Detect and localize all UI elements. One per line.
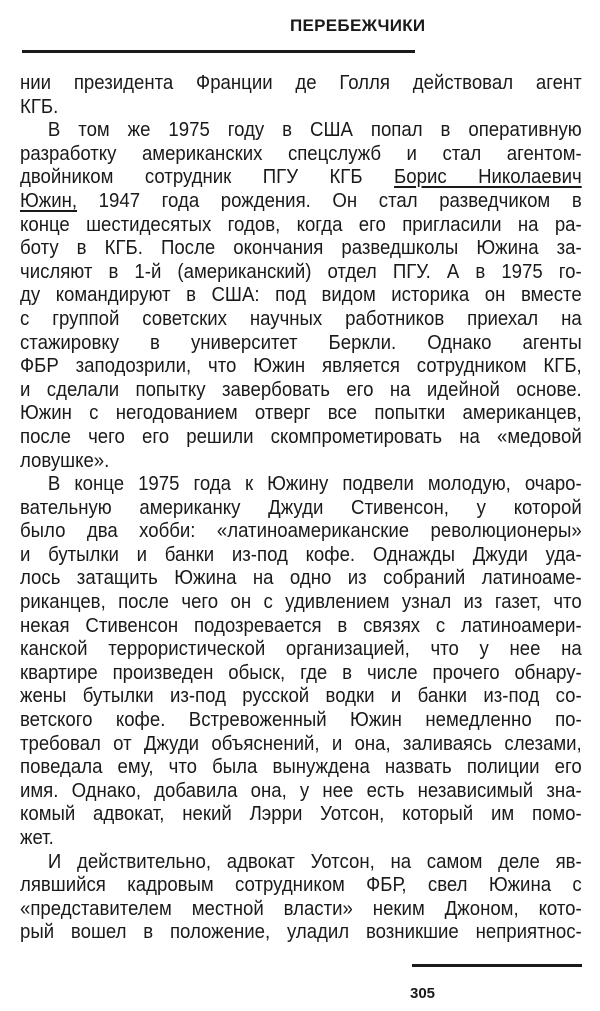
text-line: и сделали попытку завербовать его на идейной основе.	[20, 378, 582, 401]
text-line: лось затащить Южина на одно из собраний латиноаме-	[20, 567, 582, 590]
text-line: И действительно, адвокат Уотсон, на самом деле яв-	[47, 850, 582, 873]
text-line: конце шестидесятых годов, когда его пригласили на ра-	[20, 213, 582, 236]
text-line: ловушке».	[20, 449, 110, 472]
paragraph	[20, 473, 582, 851]
paragraph	[20, 72, 582, 119]
text-line: В конце 1975 года к Южину подвели молодую, очаро-	[47, 473, 582, 496]
underlined-name: Южин,	[20, 189, 78, 212]
running-title: ПЕРЕБЕЖЧИКИ	[290, 16, 426, 35]
text-line: комый адвокат, некий Лэрри Уотсон, который им помо-	[20, 803, 582, 826]
paragraph	[20, 851, 582, 945]
text-line: квартире произведен обыск, где в числе прочего обнару-	[20, 661, 582, 684]
text-line: рый вошел в положение, уладил возникшие неприятнос-	[20, 921, 582, 944]
text-line: ду командируют в США: под видом историка он вместе	[20, 284, 582, 307]
header-rule	[22, 50, 415, 53]
text-line: после чего его решили скомпрометировать на «медовой	[20, 425, 582, 448]
text-line: вательную американку Джуди Стивенсон, у которой	[20, 496, 582, 519]
text-line: боту в КГБ. После окончания разведшколы Южина за-	[20, 237, 582, 260]
text-line: канской террористической организацией, что у нее на	[20, 638, 582, 661]
text-line: разработку американских спецслужб и стал агентом-	[20, 142, 582, 165]
text-line: жет.	[20, 827, 54, 849]
text-line: риканцев, после чего он с удивлением узнал из газет, что	[20, 591, 582, 614]
text-line: поведала ему, что была вынуждена назвать полиции его	[20, 756, 582, 779]
text-line: и бутылки и банки из-под кофе. Однажды Джуди уда-	[20, 543, 582, 566]
text-line: стажировку в университет Беркли. Однако агенты	[20, 331, 582, 354]
text-line: ветского кофе. Встревоженный Южин немедленно по-	[20, 709, 582, 732]
text-segment: 1947 года рождения. Он стал разведчиком в	[77, 189, 582, 212]
body-text	[20, 72, 582, 945]
text-line: «представителем местной власти» неким Джоном, кото-	[20, 897, 582, 920]
text-line: В том же 1975 году в США попал в оперативную	[47, 119, 582, 142]
text-line: лявшийся кадровым сотрудником ФБР, свел Южина с	[20, 874, 582, 897]
text-line: ФБР заподозрили, что Южин является сотрудником КГБ,	[20, 355, 582, 378]
text-line: КГБ.	[20, 95, 59, 118]
text-line: Южин с негодованием отверг все попытки американцев,	[20, 402, 582, 425]
paragraph	[20, 119, 582, 473]
footer-rule	[412, 964, 582, 967]
text-line: требовал от Джуди объяснений, и она, заливаясь слезами,	[20, 732, 582, 755]
text-line: было два хобби: «латиноамериканские революционеры»	[20, 520, 582, 543]
text-line: жены бутылки из-под русской водки и банки из-под со-	[20, 685, 582, 708]
text-segment: двойником сотрудник ПГУ КГБ	[20, 166, 395, 189]
underlined-name: Борис Николаевич	[394, 166, 582, 189]
page-number: 305	[410, 985, 436, 1002]
text-line: имя. Однако, добавила она, у нее есть независимый зна-	[20, 779, 582, 802]
text-line: с группой советских научных работников приехал на	[20, 307, 582, 330]
text-line	[20, 190, 582, 214]
text-line	[20, 166, 582, 190]
text-line: некая Стивенсон подозревается в связях с латиноамери-	[20, 614, 582, 637]
text-line: числяют в 1-й (американский) отдел ПГУ. А в 1975 го-	[20, 260, 582, 283]
text-line: нии президента Франции де Голля действовал агент	[20, 72, 582, 94]
